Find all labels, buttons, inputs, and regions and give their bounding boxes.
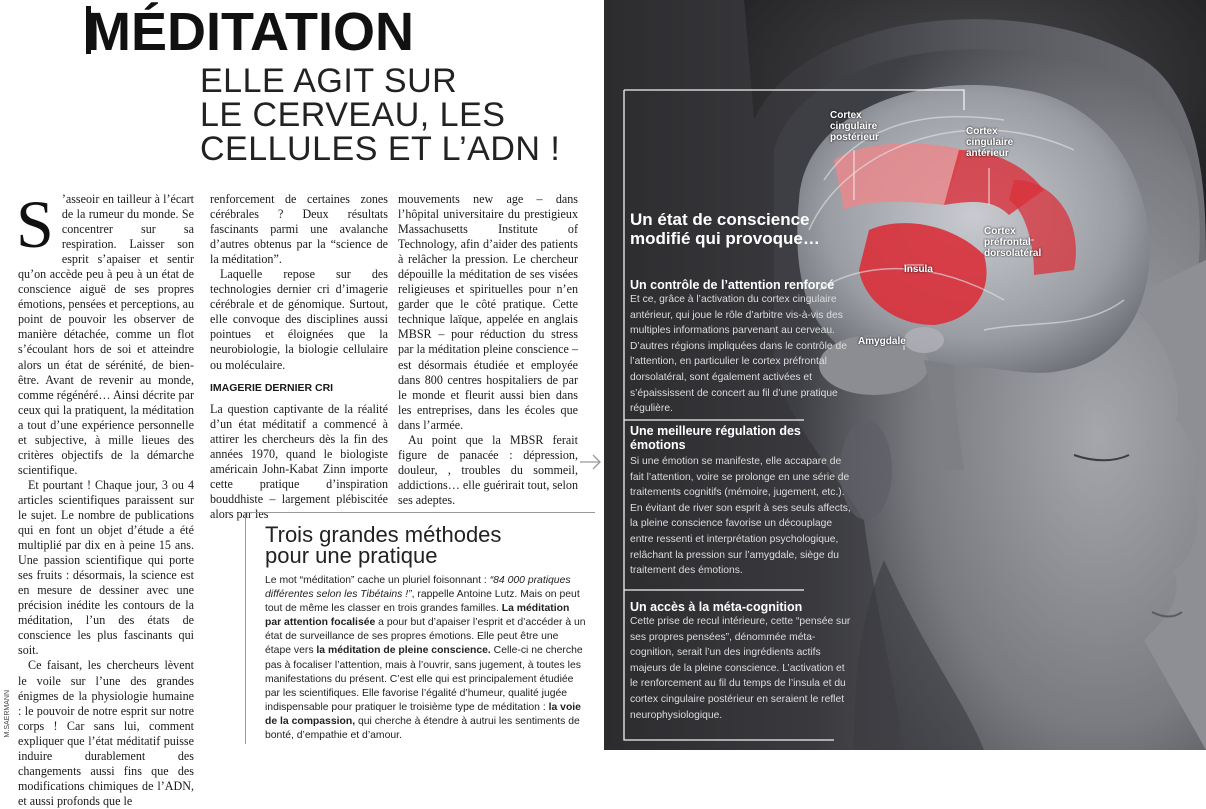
section-body: Si une émotion se manifeste, elle accapare de fait l’attention, voire se prolonge en une série de traitements cognitifs (mémoire, jugement, etc.). En évitant de river son esprit à ses seuls affects, la pleine conscience favorise un découplage entre ressenti et interprétation psychologique, relâchant la pression sur l’amygdale, siège du traitement des émotions. <box>630 456 851 577</box>
right-heading <box>630 210 820 248</box>
label-line: dorsolatéral <box>984 248 1042 259</box>
section-title: Un accès à la méta-cognition <box>630 600 803 614</box>
label-insula: Insula <box>904 264 933 275</box>
label-line: antérieur <box>966 148 1009 159</box>
drop-cap: S <box>16 186 54 262</box>
paragraph-text: ’asseoir en tailleur à l’écart de la rumeur du monde. Se concentrer sur sa respiration. Laisser son esprit s’apaiser et sentir qu’on accède peu à peu à un état de conscience aiguë de ses propres émotions, pensées et perceptions, au point de pouvoir les observer de manière détachée, comme un flot s’écoulant hors de soi et atteindre alors un état de sérénité, de bien-être. Avant de revenir au monde, comme régénéré… Ainsi décrite par ceux qui la pratiquent, la méditation a tout d’une expérience personnelle et subjective, à mille lieues des critères objectifs de la démarche scientifique. <box>18 192 194 477</box>
box-text-segment: a pour but d’apaiser l’esprit et d’accéder à un état de surveillance de ses propres émotions. Elle peut être une étape vers <box>265 617 586 657</box>
label-line: Cortex <box>984 226 1016 237</box>
article-paragraph <box>16 186 194 478</box>
section-title: Un contrôle de l’attention renforcé <box>630 278 835 292</box>
section-body: Et ce, grâce à l’activation du cortex cingulaire antérieur, qui joue le rôle d’arbitre vis-à-vis des multiples informations parvenant au cerveau. D’autres régions impliquées dans le contrôle de l’attention, en particulier le cortex préfrontal dorsolatéral, sont également activées et s’épaississent de concert au fil d’une pratique régulière. <box>630 294 847 415</box>
subtitle-line: CELLULES ET L’ADN ! <box>200 130 561 168</box>
article-paragraph: mouvements new age – dans l’hôpital universitaire du prestigieux Massachusetts Institute of Technology, afin d’aider des patients à relâcher la pression. Le chercheur dépouille la méditation de ses visées religieuses et spirituelles pour n’en garder que le côté pratique. Cette technique laïque, appelée en anglais MBSR – pour réduction du stress par la méditation pleine conscience – est désormais étudiée et employée dans 800 centres hospitaliers de par le monde et fleurit aussi bien dans les entreprises, dans les écoles que dans l’armée. <box>398 192 578 432</box>
label-amygdala: Amygdale <box>858 336 906 347</box>
section-subheading: IMAGERIE DERNIER CRI <box>210 381 334 394</box>
article-paragraph: La question captivante de la réalité d’un état méditatif a commencé à attirer les chercheurs dès la fin des années 1970, quand le biologiste américain John-Kabat Zinn importe cette pratique d’inspiration bouddhiste – largement plébiscitée alors par les <box>210 401 388 521</box>
box-text-segment: , rappelle Antoine Lutz. Mais on peut tout de même les classer en trois grandes familles. <box>265 589 580 615</box>
photo-credit: M.SAERMANN <box>4 690 11 738</box>
subtitle-line: ELLE AGIT SUR <box>200 62 458 100</box>
article-paragraph: Laquelle repose sur des technologies dernier cri d’imagerie cérébrale et de génomique. Surtout, elle convoque des disciplines aussi pointues et éloignées que la neurobiologie, la biologie cellulaire ou moléculaire. <box>210 267 388 372</box>
box-method-3: la voie de la compassion, <box>265 701 581 727</box>
box-quote: “84 000 pratiques différentes selon les Tibétains !” <box>265 575 571 601</box>
box-text-segment: Le mot “méditation” cache un pluriel foisonnant : <box>265 575 490 586</box>
box-title-line: pour une pratique <box>265 543 438 568</box>
label-posterior-cingulate <box>830 110 879 143</box>
article-paragraph: renforcement de certaines zones cérébrales ? Deux résultats fascinants parmi une avalanche d’autres obtenus par la “science de la méditation”. <box>210 192 388 267</box>
region-amygdala <box>904 327 944 353</box>
label-line: Cortex <box>966 126 998 137</box>
box-method-2: la méditation de pleine conscience. <box>316 645 491 657</box>
box-body <box>265 574 587 743</box>
label-prefrontal <box>984 226 1041 259</box>
article-paragraph: Ce faisant, les chercheurs lèvent le voile sur l’une des grandes énigmes de la physiologie humaine : le pouvoir de notre esprit sur notre corps ! Car sans lui, comment expliquer que l’état méditatif puisse induire durablement des changements aussi fins que des modifications chimiques de l’ADN, et aussi profonds que le <box>18 658 194 808</box>
article-column-3 <box>398 192 578 508</box>
box-title-line: Trois grandes méthodes <box>265 522 502 547</box>
box-text-segment: Celle-ci ne cherche pas à focaliser l’attention, mais à l’ouvrir, sans jugement, à toutes les manifestations du présent. C’est elle qui est principalement étudiée par les scientifiques. Elle favorise l’égalité d’humeur, qualité jugée indispensable pour pratiquer le troisième type de méditation : <box>265 645 583 713</box>
subtitle-line: LE CERVEAU, LES <box>200 96 506 134</box>
article-paragraph: Au point que la MBSR ferait figure de panacée : dépression, douleur, , troubles du sommeil, addictions… elle guérirait tout, selon ses adeptes. <box>398 432 578 507</box>
label-line: préfrontal <box>984 237 1031 248</box>
label-anterior-cingulate <box>966 126 1013 159</box>
box-method-1: La méditation par attention focalisée <box>265 603 570 629</box>
label-line: cingulaire <box>966 137 1014 148</box>
right-page-illustration <box>604 0 1206 750</box>
article-column-2 <box>210 192 388 522</box>
box-title <box>265 524 501 566</box>
heading-line: modifié qui provoque… <box>630 229 820 248</box>
page-title: MÉDITATION <box>86 2 414 62</box>
page-subtitle <box>200 64 560 166</box>
box-text-segment: qui cherche à étendre à autrui les sentiments de bonté, d’empathie et d’amour. <box>265 715 580 742</box>
arrow-right-icon <box>580 452 602 472</box>
heading-line: Un état de conscience <box>630 210 810 229</box>
section-title: Une meilleure régulation des émotions <box>630 424 801 452</box>
label-line: postérieur <box>830 132 879 143</box>
info-box <box>245 512 595 744</box>
label-line: cingulaire <box>830 121 878 132</box>
article-paragraph: Et pourtant ! Chaque jour, 3 ou 4 articles scientifiques paraissent sur le sujet. Le nombre de publications qui en font un objet d’étude a été multiplié par dix en à peine 15 ans. Une passion scientifique qui porte ses fruits : désormais, la science est en mesure de dessiner avec une précision inédite les contours de la méditation, l’un des états de conscience les plus fascinants qui soit. <box>18 477 194 658</box>
article-column-1 <box>16 186 194 809</box>
section-body: Cette prise de recul intérieure, cette “pensée sur ses propres pensées”, dénommée méta-cognition, serait l’un des ingrédients actifs majeurs de la pleine conscience. L’activation et le renforcement au fil du temps de l’insula et du cortex cingulaire postérieur en seraient le reflet neurophysiologique. <box>630 616 851 721</box>
label-line: Cortex <box>830 110 862 121</box>
